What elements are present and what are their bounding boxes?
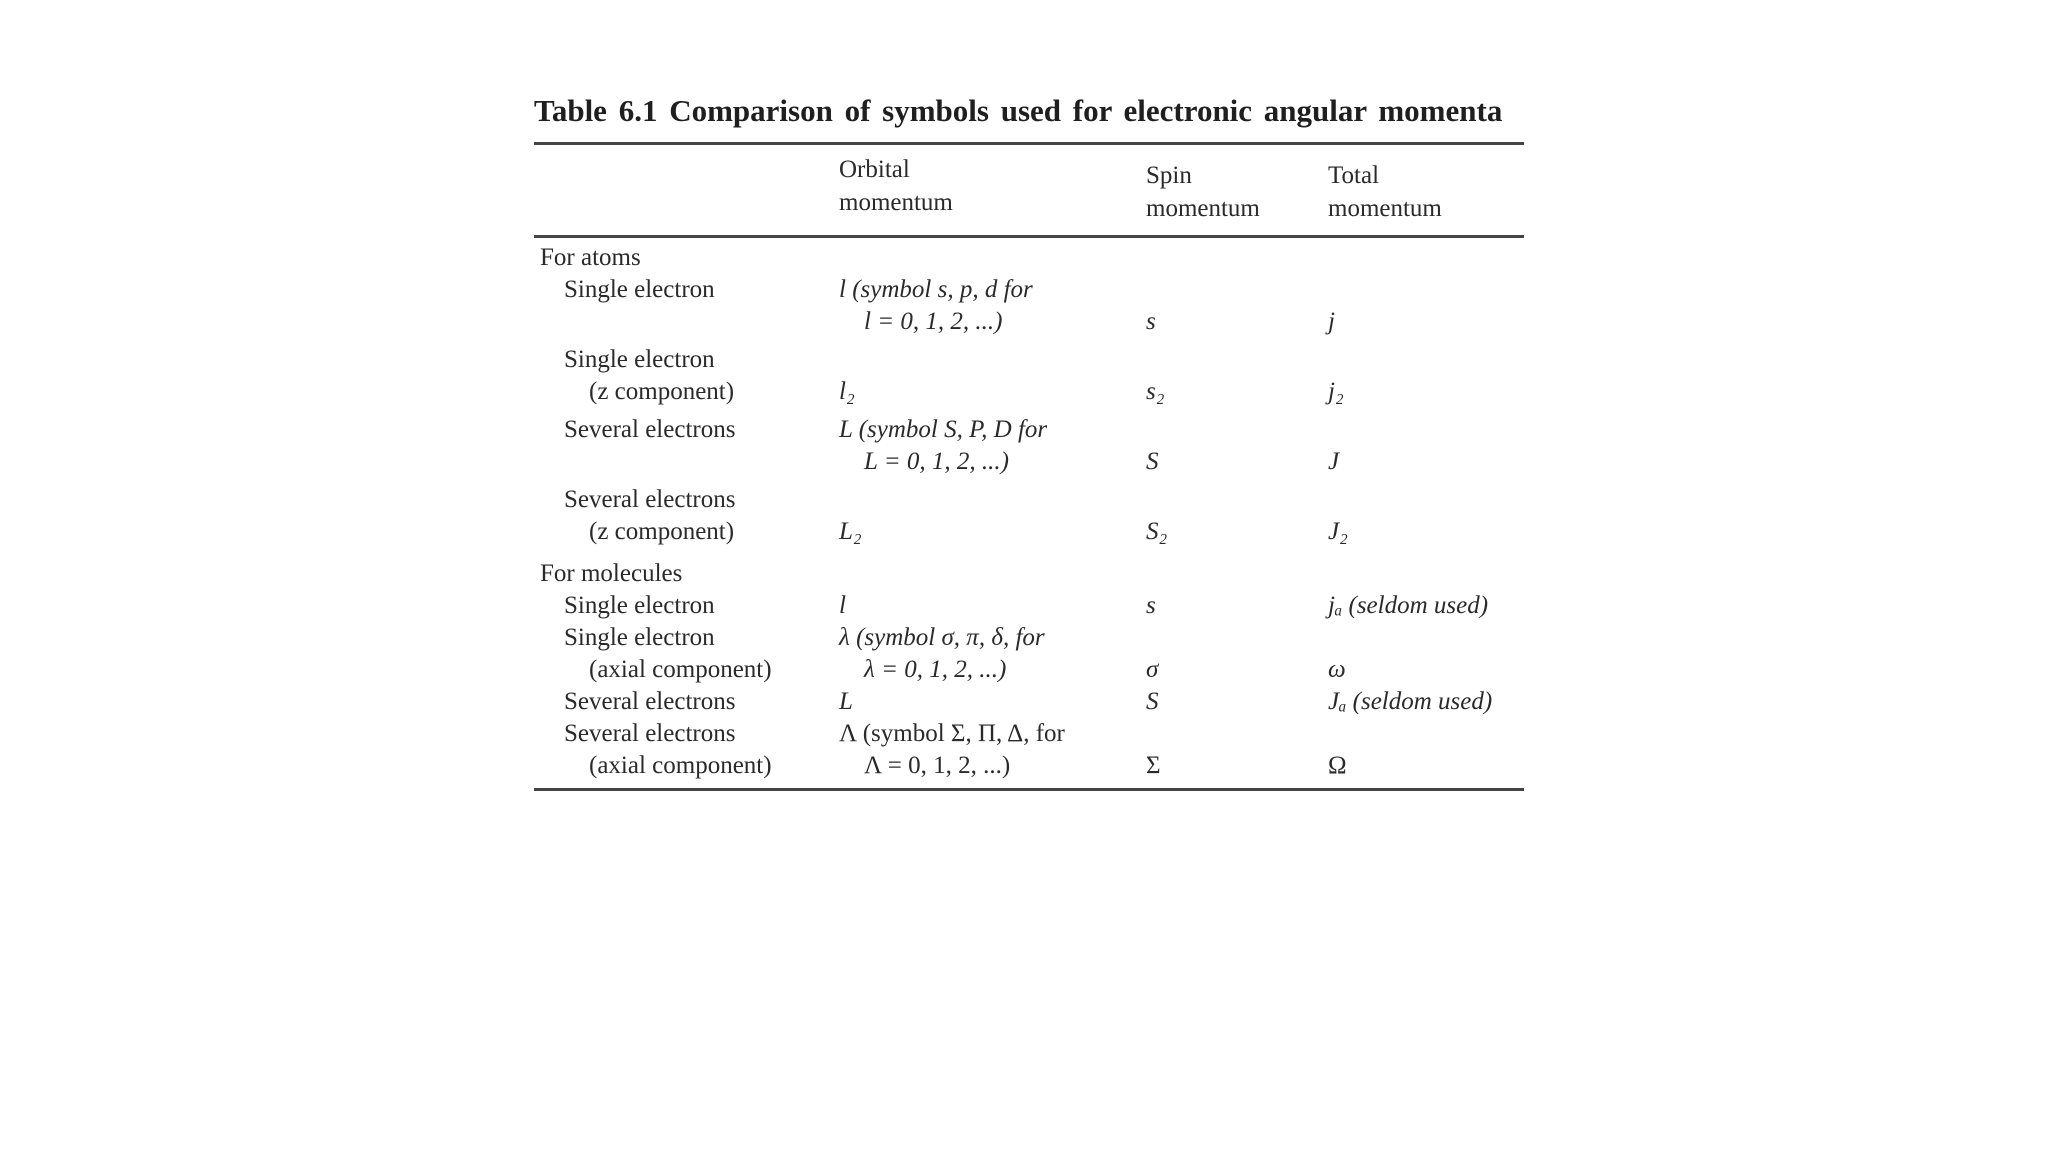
document-page	[534, 92, 1524, 791]
header-total: Total momentum	[1328, 162, 1442, 222]
header-spin: Spin momentum	[1146, 162, 1260, 222]
table-row	[534, 718, 1524, 782]
header-label	[534, 145, 839, 235]
table-row	[534, 414, 1524, 484]
table-row	[534, 590, 1524, 622]
total-cell: j₂	[1328, 378, 1344, 405]
row-label: Single electron	[564, 276, 715, 303]
total-cell: Ω	[1328, 752, 1347, 779]
table-row	[534, 622, 1524, 686]
spin-cell: S₂	[1146, 518, 1168, 545]
table-row	[534, 484, 1524, 554]
section-title: For molecules	[540, 560, 683, 587]
row-label: Single electron (z component)	[564, 346, 735, 405]
header-row	[534, 145, 1524, 235]
total-cell: J₂	[1328, 518, 1348, 545]
total-cell: J	[1328, 448, 1340, 475]
header-orbital: Orbital momentum	[839, 156, 953, 216]
spin-cell: s₂	[1146, 378, 1165, 405]
table-caption: Table 6.1 Comparison of symbols used for electronic angular momenta	[534, 93, 1503, 128]
row-label: Several electrons	[564, 688, 736, 715]
row-label: Several electrons	[564, 416, 736, 443]
total-cell: ω	[1328, 656, 1346, 683]
spin-cell: σ	[1146, 656, 1159, 683]
orbital-cell: Λ (symbol Σ, Π, Δ, for Λ = 0, 1, 2, ...)	[839, 720, 1065, 779]
section-atoms	[534, 238, 1524, 274]
table-row	[534, 344, 1524, 414]
row-label: Several electrons (z component)	[564, 486, 736, 545]
table-row	[534, 274, 1524, 344]
orbital-cell: L	[839, 688, 853, 715]
orbital-cell: λ (symbol σ, π, δ, for λ = 0, 1, 2, ...)	[839, 624, 1045, 683]
orbital-cell: l	[839, 592, 846, 619]
symbols-table	[534, 145, 1524, 235]
total-cell: j	[1328, 308, 1335, 335]
spin-cell: s	[1146, 592, 1156, 619]
orbital-cell: L₂	[839, 518, 862, 545]
row-label: Several electrons (axial component)	[564, 720, 772, 779]
spin-cell: Σ	[1146, 752, 1161, 779]
spin-cell: S	[1146, 688, 1159, 715]
section-title: For atoms	[540, 244, 641, 271]
orbital-cell: l₂	[839, 378, 855, 405]
orbital-cell: L (symbol S, P, D for L = 0, 1, 2, ...)	[839, 416, 1048, 475]
bottom-rule	[534, 788, 1524, 791]
table-row	[534, 686, 1524, 718]
row-label: Single electron (axial component)	[564, 624, 772, 683]
spin-cell: s	[1146, 308, 1156, 335]
section-molecules	[534, 554, 1524, 590]
total-cell: Jₐ (seldom used)	[1328, 688, 1493, 715]
symbols-table-body	[534, 238, 1524, 782]
row-label: Single electron	[564, 592, 715, 619]
spin-cell: S	[1146, 448, 1159, 475]
orbital-cell: l (symbol s, p, d for l = 0, 1, 2, ...)	[839, 276, 1033, 335]
total-cell: jₐ (seldom used)	[1328, 592, 1489, 619]
